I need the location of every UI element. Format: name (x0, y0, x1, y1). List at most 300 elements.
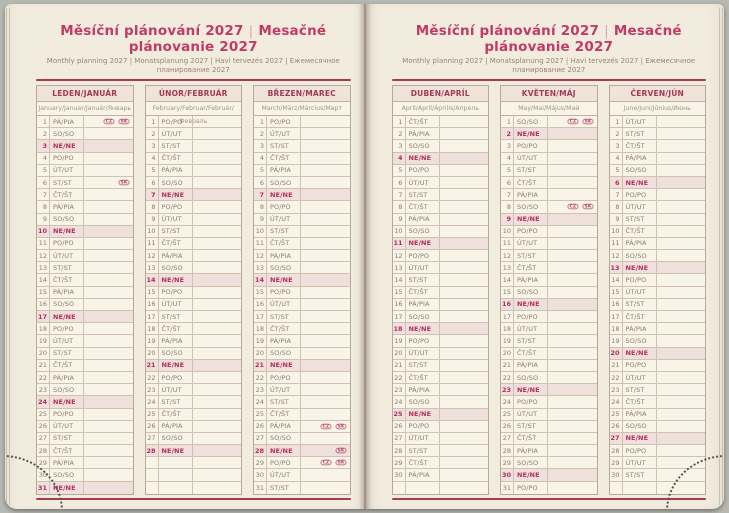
day-abbreviation: PÁ/PIA (623, 323, 657, 334)
day-row (393, 226, 489, 238)
note-cell (657, 189, 706, 200)
note-cell (657, 335, 706, 346)
day-row (610, 128, 706, 140)
day-number: 7 (146, 189, 159, 200)
day-number: 20 (501, 348, 514, 359)
day-row (254, 445, 350, 457)
day-number: 10 (254, 226, 267, 237)
note-cell (657, 360, 706, 371)
day-abbreviation: ÚT/UT (50, 165, 84, 176)
day-row (37, 165, 133, 177)
day-number: 30 (393, 469, 406, 480)
day-number: 10 (610, 226, 623, 237)
day-abbreviation: SO/SO (267, 433, 301, 444)
day-abbreviation: ST/ST (50, 433, 84, 444)
day-abbreviation: PO/PO (406, 335, 440, 346)
day-number (610, 482, 623, 494)
day-row (37, 238, 133, 250)
note-cell (548, 153, 597, 164)
note-cell (440, 201, 489, 212)
day-row (393, 287, 489, 299)
note-cell (301, 153, 350, 164)
note-cell (548, 287, 597, 298)
day-number: 11 (393, 238, 406, 249)
day-row (610, 384, 706, 396)
day-row (393, 214, 489, 226)
day-row (393, 409, 489, 421)
day-row (37, 299, 133, 311)
day-abbreviation: ÚT/UT (267, 469, 301, 480)
day-number: 20 (146, 348, 159, 359)
note-cell (84, 177, 133, 188)
day-number: 11 (37, 238, 50, 249)
day-number: 5 (254, 165, 267, 176)
day-row (37, 287, 133, 299)
day-number: 13 (501, 262, 514, 273)
day-abbreviation: SO/SO (406, 311, 440, 322)
day-abbreviation: ST/ST (267, 311, 301, 322)
note-cell (657, 226, 706, 237)
day-row (37, 140, 133, 152)
note-cell (84, 311, 133, 322)
note-cell (440, 140, 489, 151)
day-abbreviation: PO/PO (159, 201, 193, 212)
page-right (365, 4, 725, 509)
page-header-left (36, 4, 351, 81)
day-abbreviation: PÁ/PIA (514, 445, 548, 456)
day-number: 10 (393, 226, 406, 237)
day-number: 19 (146, 335, 159, 346)
day-abbreviation: PO/PO (514, 140, 548, 151)
note-cell (548, 299, 597, 310)
day-number: 2 (37, 128, 50, 139)
day-number: 19 (501, 335, 514, 346)
day-abbreviation: ST/ST (514, 421, 548, 432)
day-abbreviation: NE/NE (514, 299, 548, 310)
note-cell (193, 226, 242, 237)
note-cell (193, 372, 242, 383)
day-row (146, 348, 242, 360)
day-abbreviation: ČT/ŠT (159, 238, 193, 249)
day-number: 22 (37, 372, 50, 383)
note-cell (548, 140, 597, 151)
day-number: 14 (501, 274, 514, 285)
note-cell (193, 238, 242, 249)
day-number: 13 (37, 262, 50, 273)
day-number: 11 (501, 238, 514, 249)
note-cell (193, 457, 242, 468)
day-abbreviation: ÚT/UT (514, 153, 548, 164)
day-row (37, 262, 133, 274)
day-number (146, 469, 159, 480)
day-number: 30 (254, 469, 267, 480)
day-abbreviation: ÚT/UT (267, 214, 301, 225)
day-number: 15 (393, 287, 406, 298)
day-abbreviation: ČT/ŠT (267, 238, 301, 249)
day-row (146, 201, 242, 213)
day-row (254, 165, 350, 177)
day-abbreviation: SO/SO (50, 299, 84, 310)
month-table (500, 85, 598, 495)
day-row (393, 433, 489, 445)
day-number: 6 (254, 177, 267, 188)
day-number: 24 (610, 396, 623, 407)
day-number: 16 (37, 299, 50, 310)
day-abbreviation: ČT/ŠT (514, 433, 548, 444)
note-cell (301, 409, 350, 420)
day-row (393, 372, 489, 384)
day-abbreviation: SO/SO (623, 335, 657, 346)
day-abbreviation: ÚT/UT (623, 457, 657, 468)
note-cell (548, 116, 597, 127)
day-number: 31 (501, 482, 514, 494)
day-number: 1 (254, 116, 267, 127)
note-cell (301, 482, 350, 494)
day-number: 28 (254, 445, 267, 456)
day-row (610, 214, 706, 226)
day-row (254, 238, 350, 250)
day-row (393, 165, 489, 177)
day-number: 1 (37, 116, 50, 127)
note-cell (301, 189, 350, 200)
day-abbreviation: ST/ST (50, 262, 84, 273)
day-row (501, 226, 597, 238)
day-number: 28 (610, 445, 623, 456)
day-abbreviation: NE/NE (50, 226, 84, 237)
day-abbreviation: PÁ/PIA (267, 165, 301, 176)
day-number: 12 (501, 250, 514, 261)
holiday-badge-cz: CZ (322, 459, 330, 466)
note-cell (193, 214, 242, 225)
day-number: 3 (37, 140, 50, 151)
day-row (610, 140, 706, 152)
day-row (610, 116, 706, 128)
day-abbreviation: NE/NE (623, 348, 657, 359)
note-cell (440, 445, 489, 456)
day-number: 14 (37, 274, 50, 285)
day-number: 15 (146, 287, 159, 298)
note-cell (301, 396, 350, 407)
note-cell (440, 409, 489, 420)
day-number: 31 (37, 482, 50, 494)
day-abbreviation: ČT/ŠT (50, 445, 84, 456)
day-number: 2 (146, 128, 159, 139)
day-number: 26 (37, 421, 50, 432)
day-number: 16 (393, 299, 406, 310)
note-cell (193, 482, 242, 494)
day-number: 22 (393, 372, 406, 383)
day-number: 12 (254, 250, 267, 261)
holiday-badge-sk: SK (337, 459, 345, 466)
day-row (254, 348, 350, 360)
day-row (146, 214, 242, 226)
day-number: 16 (501, 299, 514, 310)
day-number: 2 (501, 128, 514, 139)
day-number: 6 (393, 177, 406, 188)
note-cell (301, 421, 350, 432)
day-row (254, 177, 350, 189)
day-abbreviation: ÚT/UT (406, 348, 440, 359)
day-row (254, 274, 350, 286)
month-name: ČERVEN/JÚN (610, 86, 706, 102)
note-cell (193, 262, 242, 273)
day-abbreviation: PÁ/PIA (50, 201, 84, 212)
day-number: 19 (254, 335, 267, 346)
day-number: 1 (501, 116, 514, 127)
day-number: 5 (393, 165, 406, 176)
day-abbreviation: NE/NE (50, 482, 84, 494)
note-cell (657, 250, 706, 261)
note-cell (84, 116, 133, 127)
day-row (501, 409, 597, 421)
day-row (146, 165, 242, 177)
day-number: 5 (610, 165, 623, 176)
day-abbreviation: SO/SO (514, 372, 548, 383)
day-row (254, 299, 350, 311)
holiday-badge-sk: SK (120, 118, 128, 124)
day-number: 29 (37, 457, 50, 468)
day-row (37, 421, 133, 433)
day-row (393, 153, 489, 165)
day-number: 12 (146, 250, 159, 261)
day-row (37, 250, 133, 262)
note-cell (84, 445, 133, 456)
day-abbreviation: NE/NE (50, 311, 84, 322)
note-cell (84, 262, 133, 273)
note-cell (440, 226, 489, 237)
day-row (146, 238, 242, 250)
note-cell (84, 201, 133, 212)
day-row (393, 360, 489, 372)
note-cell (657, 348, 706, 359)
day-number: 2 (610, 128, 623, 139)
day-row (610, 421, 706, 433)
day-number: 9 (254, 214, 267, 225)
day-abbreviation: ÚT/UT (514, 238, 548, 249)
day-row (610, 445, 706, 457)
note-cell (84, 140, 133, 151)
day-number: 8 (146, 201, 159, 212)
month-languages: January/Januar/Január/Январь (37, 102, 133, 116)
day-abbreviation (406, 482, 440, 494)
day-row (393, 469, 489, 481)
day-abbreviation: NE/NE (514, 128, 548, 139)
day-number: 23 (501, 384, 514, 395)
day-abbreviation: PÁ/PIA (159, 250, 193, 261)
note-cell (657, 421, 706, 432)
note-cell (657, 274, 706, 285)
planner-notebook (5, 4, 724, 509)
day-abbreviation: ÚT/UT (267, 384, 301, 395)
day-row (393, 445, 489, 457)
note-cell (193, 335, 242, 346)
month-table (609, 85, 707, 495)
note-cell (440, 238, 489, 249)
day-abbreviation: ÚT/UT (406, 177, 440, 188)
day-abbreviation: NE/NE (267, 189, 301, 200)
day-row (37, 409, 133, 421)
day-abbreviation: ST/ST (514, 250, 548, 261)
day-abbreviation: PO/PO (623, 274, 657, 285)
day-row (610, 177, 706, 189)
day-abbreviation: PO/PO (623, 189, 657, 200)
day-row (610, 226, 706, 238)
day-number: 31 (254, 482, 267, 494)
note-cell (301, 165, 350, 176)
day-abbreviation: PO/PO (514, 311, 548, 322)
note-cell (440, 250, 489, 261)
day-abbreviation: SO/SO (406, 396, 440, 407)
day-number: 18 (37, 323, 50, 334)
day-abbreviation: SO/SO (159, 433, 193, 444)
day-abbreviation: PÁ/PIA (267, 335, 301, 346)
day-number: 20 (393, 348, 406, 359)
day-row (37, 214, 133, 226)
day-abbreviation: SO/SO (514, 116, 548, 127)
note-cell (657, 384, 706, 395)
day-number: 15 (610, 287, 623, 298)
day-row (610, 360, 706, 372)
note-cell (301, 348, 350, 359)
day-number: 2 (393, 128, 406, 139)
day-abbreviation: ÚT/UT (267, 299, 301, 310)
month-table (36, 85, 134, 495)
note-cell (193, 445, 242, 456)
day-row (254, 372, 350, 384)
day-number: 12 (610, 250, 623, 261)
day-row (254, 201, 350, 213)
note-cell (548, 372, 597, 383)
day-row (254, 250, 350, 262)
day-number: 22 (610, 372, 623, 383)
day-abbreviation: ST/ST (623, 299, 657, 310)
day-number: 18 (393, 323, 406, 334)
day-number: 30 (37, 469, 50, 480)
day-number: 27 (37, 433, 50, 444)
note-cell (548, 201, 597, 212)
day-abbreviation: NE/NE (623, 177, 657, 188)
note-cell (84, 384, 133, 395)
day-number: 8 (37, 201, 50, 212)
day-abbreviation: ČT/ŠT (514, 348, 548, 359)
day-number: 16 (254, 299, 267, 310)
note-cell (548, 189, 597, 200)
day-number: 25 (610, 409, 623, 420)
day-row (393, 299, 489, 311)
month-name: KVĚTEN/MÁJ (501, 86, 597, 102)
note-cell (84, 372, 133, 383)
day-abbreviation: SO/SO (159, 348, 193, 359)
note-cell (193, 287, 242, 298)
day-number: 28 (501, 445, 514, 456)
day-number: 27 (254, 433, 267, 444)
day-abbreviation: ST/ST (623, 469, 657, 480)
day-row (254, 457, 350, 469)
note-cell (548, 482, 597, 494)
day-number: 7 (501, 189, 514, 200)
day-abbreviation: ČT/ŠT (50, 274, 84, 285)
title-separator: | (604, 23, 609, 39)
day-row (393, 348, 489, 360)
note-cell (440, 299, 489, 310)
day-abbreviation: PÁ/PIA (267, 250, 301, 261)
day-abbreviation: SO/SO (267, 262, 301, 273)
day-abbreviation: PÁ/PIA (514, 360, 548, 371)
note-cell (84, 238, 133, 249)
day-number: 21 (610, 360, 623, 371)
day-row (146, 140, 242, 152)
day-abbreviation: PO/PO (50, 409, 84, 420)
day-abbreviation: SO/SO (623, 250, 657, 261)
page-title (392, 23, 707, 55)
day-row (254, 469, 350, 481)
day-abbreviation: ÚT/UT (623, 287, 657, 298)
day-number (393, 482, 406, 494)
day-abbreviation: NE/NE (406, 323, 440, 334)
day-abbreviation: ČT/ŠT (406, 372, 440, 383)
day-row (37, 335, 133, 347)
day-abbreviation: NE/NE (159, 445, 193, 456)
day-row (501, 445, 597, 457)
note-cell (440, 384, 489, 395)
day-row (501, 482, 597, 494)
note-cell (440, 372, 489, 383)
note-cell (548, 360, 597, 371)
note-cell (301, 335, 350, 346)
day-row (610, 409, 706, 421)
day-abbreviation: NE/NE (406, 238, 440, 249)
day-abbreviation: PÁ/PIA (159, 335, 193, 346)
note-cell (440, 165, 489, 176)
day-row (254, 482, 350, 494)
day-row (501, 396, 597, 408)
empty-row (146, 482, 242, 494)
day-number: 15 (37, 287, 50, 298)
months-right (392, 85, 707, 495)
day-abbreviation: NE/NE (159, 189, 193, 200)
day-abbreviation: ČT/ŠT (514, 262, 548, 273)
day-row (254, 140, 350, 152)
day-number: 29 (254, 457, 267, 468)
note-cell (548, 457, 597, 468)
note-cell (548, 421, 597, 432)
day-row (37, 226, 133, 238)
day-abbreviation: SO/SO (50, 469, 84, 480)
note-cell (548, 165, 597, 176)
note-cell (193, 433, 242, 444)
day-row (254, 323, 350, 335)
note-cell (548, 335, 597, 346)
day-abbreviation: PÁ/PIA (159, 421, 193, 432)
note-cell (193, 409, 242, 420)
day-row (254, 384, 350, 396)
day-row (393, 201, 489, 213)
note-cell (301, 323, 350, 334)
day-row (37, 445, 133, 457)
day-row (37, 433, 133, 445)
day-abbreviation: PÁ/PIA (50, 457, 84, 468)
note-cell (657, 311, 706, 322)
day-abbreviation: PO/PO (267, 457, 301, 468)
note-cell (657, 128, 706, 139)
note-cell (548, 226, 597, 237)
day-number: 12 (393, 250, 406, 261)
note-cell (548, 445, 597, 456)
day-row (146, 409, 242, 421)
day-row (501, 469, 597, 481)
day-number: 7 (254, 189, 267, 200)
day-abbreviation: ST/ST (514, 335, 548, 346)
